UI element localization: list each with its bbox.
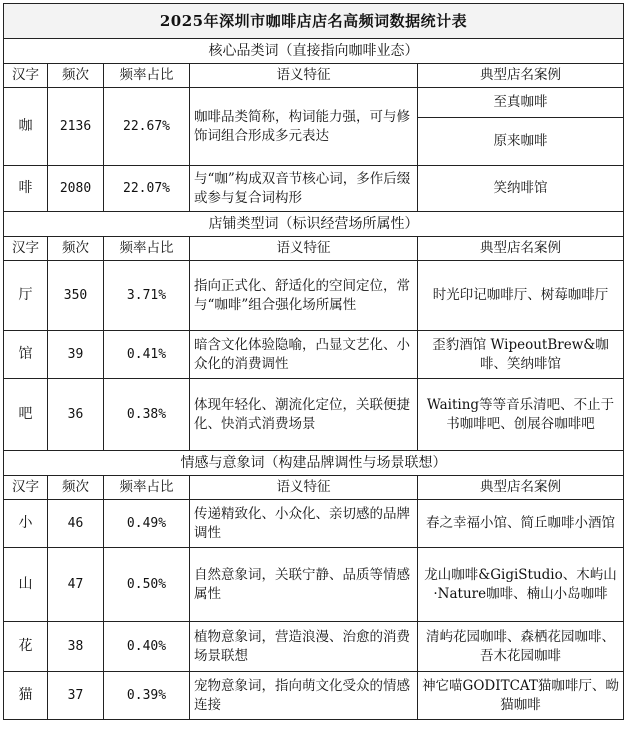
cell-semantic: 与“咖”构成双音节核心词，多作后缀或参与复合词构形 (190, 166, 418, 212)
cell-freq: 2136 (48, 88, 104, 166)
cell-semantic: 体现年轻化、潮流化定位，关联便捷化、快消式消费场景 (190, 379, 418, 451)
cell-char: 山 (4, 548, 48, 622)
cell-ratio: 22.67% (104, 88, 190, 166)
header-row (4, 64, 624, 88)
header-ratio: 频率占比 (104, 237, 190, 261)
cell-ratio: 3.71% (104, 261, 190, 331)
header-freq: 频次 (48, 237, 104, 261)
cell-example: 歪豹酒馆 WipeoutBrew&咖啡、笑纳啡馆 (418, 331, 624, 379)
cell-freq: 36 (48, 379, 104, 451)
table-row (4, 166, 624, 212)
cell-char: 馆 (4, 331, 48, 379)
cell-freq: 46 (48, 500, 104, 548)
table-row (4, 88, 624, 118)
cell-ratio: 0.49% (104, 500, 190, 548)
header-ratio: 频率占比 (104, 64, 190, 88)
table-row (4, 261, 624, 331)
cell-freq: 37 (48, 672, 104, 720)
stats-table-container (3, 3, 623, 720)
header-freq: 频次 (48, 476, 104, 500)
stats-table (3, 3, 624, 720)
cell-freq: 39 (48, 331, 104, 379)
header-char: 汉字 (4, 237, 48, 261)
cell-freq: 38 (48, 622, 104, 672)
cell-freq: 350 (48, 261, 104, 331)
cell-char: 厅 (4, 261, 48, 331)
cell-ratio: 0.50% (104, 548, 190, 622)
header-semantic: 语义特征 (190, 64, 418, 88)
cell-ratio: 0.40% (104, 622, 190, 672)
cell-semantic: 自然意象词，关联宁静、品质等情感属性 (190, 548, 418, 622)
header-char: 汉字 (4, 476, 48, 500)
cell-semantic: 植物意象词，营造浪漫、治愈的消费场景联想 (190, 622, 418, 672)
cell-char: 咖 (4, 88, 48, 166)
header-semantic: 语义特征 (190, 237, 418, 261)
cell-ratio: 0.39% (104, 672, 190, 720)
header-char: 汉字 (4, 64, 48, 88)
header-ratio: 频率占比 (104, 476, 190, 500)
table-row (4, 331, 624, 379)
cell-example: 原来咖啡 (418, 118, 624, 166)
header-row (4, 476, 624, 500)
header-examples: 典型店名案例 (418, 476, 624, 500)
table-row (4, 672, 624, 720)
cell-example: Waiting等等音乐清吧、不止于书咖啡吧、创展谷咖啡吧 (418, 379, 624, 451)
table-row (4, 379, 624, 451)
cell-semantic: 传递精致化、小众化、亲切感的品牌调性 (190, 500, 418, 548)
cell-semantic: 暗含文化体验隐喻，凸显文艺化、小众化的消费调性 (190, 331, 418, 379)
section-title-core: 核心品类词（直接指向咖啡业态） (4, 39, 624, 64)
table-title: 2025年深圳市咖啡店店名高频词数据统计表 (4, 4, 624, 39)
cell-example: 神它喵GODITCAT猫咖啡厅、呦猫咖啡 (418, 672, 624, 720)
cell-ratio: 0.38% (104, 379, 190, 451)
header-examples: 典型店名案例 (418, 237, 624, 261)
header-semantic: 语义特征 (190, 476, 418, 500)
header-row (4, 237, 624, 261)
cell-freq: 2080 (48, 166, 104, 212)
cell-semantic: 咖啡品类简称，构词能力强，可与修饰词组合形成多元表达 (190, 88, 418, 166)
cell-example: 至真咖啡 (418, 88, 624, 118)
cell-char: 啡 (4, 166, 48, 212)
cell-ratio: 22.07% (104, 166, 190, 212)
header-freq: 频次 (48, 64, 104, 88)
cell-example: 时光印记咖啡厅、树莓咖啡厅 (418, 261, 624, 331)
section-title-store-type: 店铺类型词（标识经营场所属性） (4, 212, 624, 237)
cell-semantic: 指向正式化、舒适化的空间定位，常与“咖啡”组合强化场所属性 (190, 261, 418, 331)
cell-semantic: 宠物意象词，指向萌文化受众的情感连接 (190, 672, 418, 720)
header-examples: 典型店名案例 (418, 64, 624, 88)
table-row (4, 500, 624, 548)
cell-char: 猫 (4, 672, 48, 720)
table-row (4, 548, 624, 622)
cell-example: 春之幸福小馆、简丘咖啡小酒馆 (418, 500, 624, 548)
cell-char: 花 (4, 622, 48, 672)
section-title-emotion: 情感与意象词（构建品牌调性与场景联想） (4, 451, 624, 476)
cell-char: 吧 (4, 379, 48, 451)
cell-example: 清屿花园咖啡、森栖花园咖啡、吾木花园咖啡 (418, 622, 624, 672)
table-row (4, 622, 624, 672)
cell-freq: 47 (48, 548, 104, 622)
cell-char: 小 (4, 500, 48, 548)
cell-example: 笑纳啡馆 (418, 166, 624, 212)
cell-ratio: 0.41% (104, 331, 190, 379)
cell-example: 龙山咖啡&GigiStudio、木屿山·Nature咖啡、楠山小岛咖啡 (418, 548, 624, 622)
